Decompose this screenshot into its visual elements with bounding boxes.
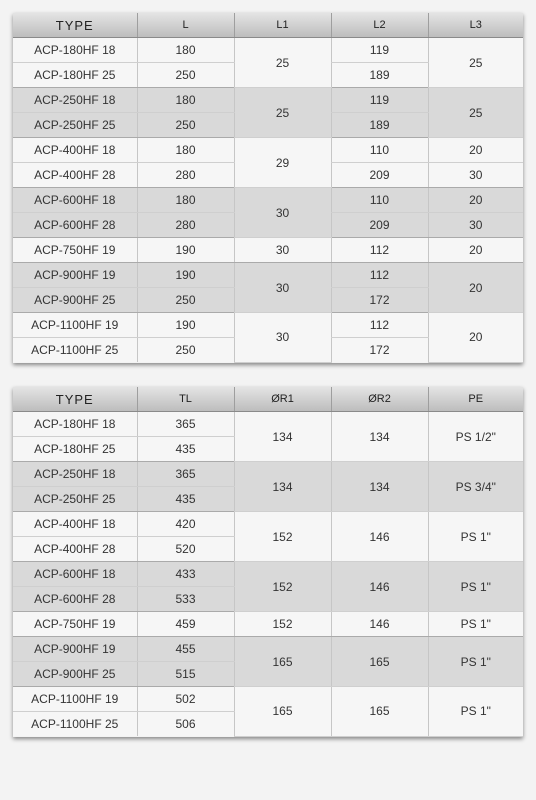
- r2-cell: 146: [331, 562, 428, 612]
- pe-cell: PS 1": [428, 512, 523, 562]
- l3-cell: 20: [428, 313, 523, 363]
- col-header-l: L: [137, 13, 234, 38]
- r2-cell: 165: [331, 637, 428, 687]
- type-cell: ACP-180HF 18: [13, 38, 137, 63]
- l3-cell: 25: [428, 38, 523, 88]
- dimensions-table-l: [13, 13, 523, 363]
- l2-cell: 172: [331, 288, 428, 313]
- type-cell: ACP-600HF 28: [13, 587, 137, 612]
- l2-cell: 209: [331, 163, 428, 188]
- table-row: [13, 412, 523, 437]
- pe-cell: PS 1": [428, 562, 523, 612]
- tl-cell: 420: [137, 512, 234, 537]
- col-header-type: TYPE: [13, 13, 137, 38]
- tl-cell: 435: [137, 437, 234, 462]
- pe-cell: PS 1": [428, 612, 523, 637]
- table-row: [13, 612, 523, 637]
- type-cell: ACP-1100HF 25: [13, 338, 137, 363]
- l-cell: 180: [137, 88, 234, 113]
- l2-cell: 110: [331, 188, 428, 213]
- type-cell: ACP-600HF 28: [13, 213, 137, 238]
- l3-cell: 30: [428, 213, 523, 238]
- table-header-row: [13, 387, 523, 412]
- table-row: [13, 512, 523, 537]
- l-cell: 250: [137, 113, 234, 138]
- l2-cell: 119: [331, 88, 428, 113]
- type-cell: ACP-750HF 19: [13, 238, 137, 263]
- type-cell: ACP-600HF 18: [13, 562, 137, 587]
- table-row: [13, 313, 523, 338]
- l3-cell: 30: [428, 163, 523, 188]
- tl-cell: 459: [137, 612, 234, 637]
- l-cell: 280: [137, 213, 234, 238]
- l-cell: 250: [137, 338, 234, 363]
- type-cell: ACP-1100HF 25: [13, 712, 137, 737]
- tl-cell: 365: [137, 412, 234, 437]
- type-cell: ACP-1100HF 19: [13, 687, 137, 712]
- type-cell: ACP-250HF 18: [13, 88, 137, 113]
- table-row: [13, 263, 523, 288]
- table-row: [13, 462, 523, 487]
- table-row: [13, 562, 523, 587]
- r2-cell: 134: [331, 462, 428, 512]
- table-row: [13, 687, 523, 712]
- l2-cell: 189: [331, 113, 428, 138]
- tl-cell: 455: [137, 637, 234, 662]
- table-row: [13, 138, 523, 163]
- dimensions-table-tl: [13, 387, 523, 737]
- r1-cell: 152: [234, 512, 331, 562]
- type-cell: ACP-180HF 25: [13, 437, 137, 462]
- l-cell: 180: [137, 38, 234, 63]
- pe-cell: PS 1": [428, 687, 523, 737]
- tl-cell: 502: [137, 687, 234, 712]
- l1-cell: 30: [234, 313, 331, 363]
- l2-cell: 112: [331, 263, 428, 288]
- type-cell: ACP-900HF 19: [13, 263, 137, 288]
- r1-cell: 165: [234, 687, 331, 737]
- l3-cell: 20: [428, 263, 523, 313]
- l1-cell: 29: [234, 138, 331, 188]
- type-cell: ACP-900HF 25: [13, 662, 137, 687]
- l2-cell: 112: [331, 238, 428, 263]
- pe-cell: PS 1/2": [428, 412, 523, 462]
- l1-cell: 30: [234, 263, 331, 313]
- l2-cell: 110: [331, 138, 428, 163]
- l1-cell: 25: [234, 88, 331, 138]
- l-cell: 250: [137, 63, 234, 88]
- type-cell: ACP-180HF 25: [13, 63, 137, 88]
- r2-cell: 146: [331, 612, 428, 637]
- table-row: [13, 88, 523, 113]
- r1-cell: 152: [234, 612, 331, 637]
- l2-cell: 119: [331, 38, 428, 63]
- type-cell: ACP-400HF 18: [13, 512, 137, 537]
- type-cell: ACP-900HF 25: [13, 288, 137, 313]
- l-cell: 250: [137, 288, 234, 313]
- l-cell: 190: [137, 313, 234, 338]
- type-cell: ACP-400HF 28: [13, 163, 137, 188]
- l3-cell: 20: [428, 238, 523, 263]
- table-row: [13, 637, 523, 662]
- l1-cell: 30: [234, 188, 331, 238]
- l2-cell: 189: [331, 63, 428, 88]
- type-cell: ACP-250HF 25: [13, 113, 137, 138]
- r2-cell: 146: [331, 512, 428, 562]
- type-cell: ACP-600HF 18: [13, 188, 137, 213]
- r1-cell: 134: [234, 462, 331, 512]
- tl-cell: 435: [137, 487, 234, 512]
- l-cell: 280: [137, 163, 234, 188]
- type-cell: ACP-1100HF 19: [13, 313, 137, 338]
- tl-cell: 365: [137, 462, 234, 487]
- col-header-l3: L3: [428, 13, 523, 38]
- type-cell: ACP-250HF 25: [13, 487, 137, 512]
- tl-cell: 520: [137, 537, 234, 562]
- l-cell: 180: [137, 188, 234, 213]
- type-cell: ACP-400HF 18: [13, 138, 137, 163]
- r2-cell: 165: [331, 687, 428, 737]
- col-header-type: TYPE: [13, 387, 137, 412]
- table-header-row: [13, 13, 523, 38]
- type-cell: ACP-250HF 18: [13, 462, 137, 487]
- l2-cell: 112: [331, 313, 428, 338]
- col-header-l2: L2: [331, 13, 428, 38]
- table-row: [13, 238, 523, 263]
- l-cell: 190: [137, 263, 234, 288]
- type-cell: ACP-180HF 18: [13, 412, 137, 437]
- r2-cell: 134: [331, 412, 428, 462]
- pe-cell: PS 3/4": [428, 462, 523, 512]
- l2-cell: 209: [331, 213, 428, 238]
- l2-cell: 172: [331, 338, 428, 363]
- r1-cell: 152: [234, 562, 331, 612]
- l3-cell: 20: [428, 138, 523, 163]
- table-row: [13, 38, 523, 63]
- col-header-r1: ØR1: [234, 387, 331, 412]
- l1-cell: 30: [234, 238, 331, 263]
- pe-cell: PS 1": [428, 637, 523, 687]
- tl-cell: 515: [137, 662, 234, 687]
- r1-cell: 165: [234, 637, 331, 687]
- type-cell: ACP-900HF 19: [13, 637, 137, 662]
- type-cell: ACP-750HF 19: [13, 612, 137, 637]
- l1-cell: 25: [234, 38, 331, 88]
- r1-cell: 134: [234, 412, 331, 462]
- l3-cell: 20: [428, 188, 523, 213]
- tl-cell: 533: [137, 587, 234, 612]
- l-cell: 180: [137, 138, 234, 163]
- col-header-tl: TL: [137, 387, 234, 412]
- col-header-pe: PE: [428, 387, 523, 412]
- l3-cell: 25: [428, 88, 523, 138]
- l-cell: 190: [137, 238, 234, 263]
- tl-cell: 506: [137, 712, 234, 737]
- type-cell: ACP-400HF 28: [13, 537, 137, 562]
- col-header-r2: ØR2: [331, 387, 428, 412]
- col-header-l1: L1: [234, 13, 331, 38]
- table-row: [13, 188, 523, 213]
- tl-cell: 433: [137, 562, 234, 587]
